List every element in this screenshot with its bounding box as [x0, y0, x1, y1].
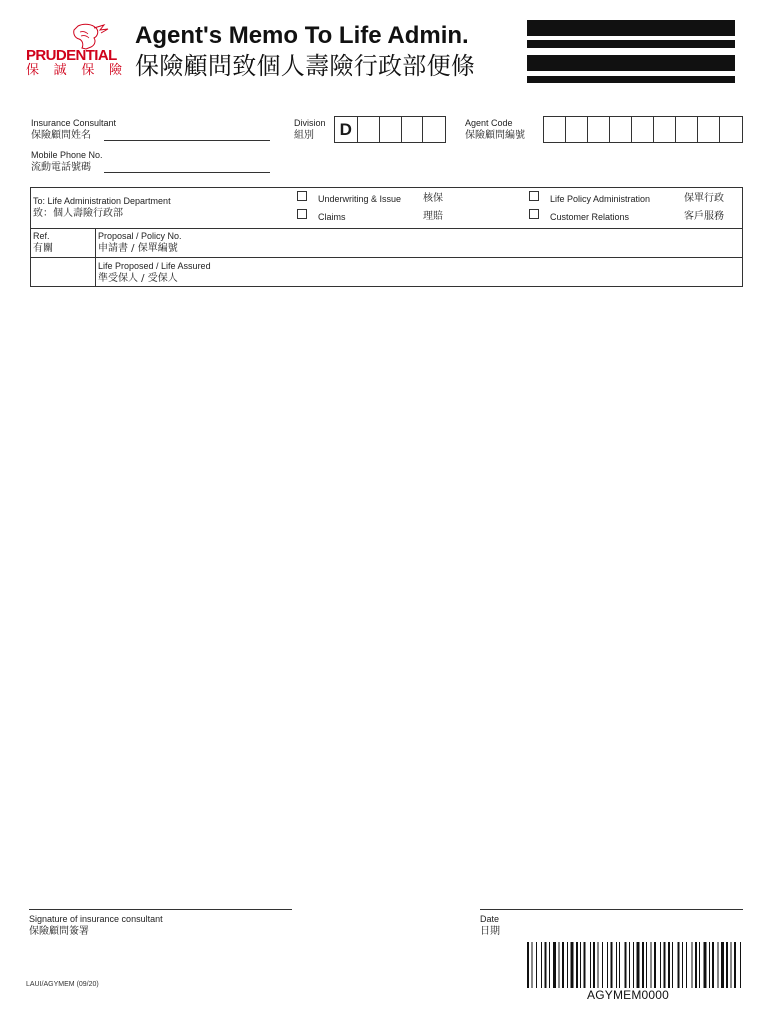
agent-code-digit-box[interactable]	[610, 117, 632, 142]
to-department-label-chinese: 致：個人壽險行政部	[33, 208, 123, 219]
signature-label: Signature of insurance consultant	[29, 914, 163, 924]
agent-code-digit-box[interactable]	[588, 117, 610, 142]
logo-char: 誠	[53, 63, 67, 78]
date-label-chinese: 日期	[480, 926, 500, 937]
barcode-bar	[616, 942, 617, 988]
barcode-bar	[607, 942, 608, 988]
barcode-bar	[633, 942, 634, 988]
prudential-logo	[26, 22, 122, 82]
barcode-bar	[629, 942, 630, 988]
page-title-chinese: 保險顧問致個人壽險行政部便條	[135, 52, 476, 80]
memo-body-area[interactable]	[30, 295, 743, 895]
header-bar	[527, 76, 735, 83]
customer-relations-checkbox[interactable]	[529, 209, 539, 219]
barcode-bar	[654, 942, 656, 988]
mobile-label: Mobile Phone No.	[31, 150, 103, 160]
barcode-bar	[584, 942, 586, 988]
date-label: Date	[480, 914, 500, 924]
barcode-bar	[668, 942, 670, 988]
proposal-label-chinese: 申請書 / 保單編號	[98, 243, 178, 254]
barcode-bar	[734, 942, 736, 988]
signature-label-chinese: 保險顧問簽署	[29, 926, 89, 937]
barcode-bar	[532, 942, 533, 988]
barcode-bar	[553, 942, 556, 988]
barcode-bar	[709, 942, 710, 988]
barcode-bar	[527, 942, 529, 988]
mobile-label-chinese: 流動電話號碼	[31, 162, 91, 173]
signature-line[interactable]	[29, 909, 292, 910]
consultant-label: Insurance Consultant	[31, 118, 117, 128]
life-assured-label: Life Proposed / Life Assured	[98, 261, 211, 271]
division-digit-box[interactable]	[380, 117, 402, 142]
barcode-bar	[625, 942, 627, 988]
barcode-bar	[682, 942, 683, 988]
policy-admin-label-chinese: 保單行政	[684, 193, 724, 204]
barcode-bar	[549, 942, 550, 988]
agent-code-digit-box[interactable]	[676, 117, 698, 142]
barcode-bar	[536, 942, 537, 988]
division-boxes	[334, 116, 446, 143]
ref-label-chinese: 有關	[33, 243, 53, 254]
division-digit-box[interactable]	[423, 117, 445, 142]
barcode-bar	[664, 942, 666, 988]
division-prefix: D	[335, 117, 358, 142]
barcode-bar	[598, 942, 599, 988]
barcode-bar	[651, 942, 652, 988]
barcode-bar	[712, 942, 714, 988]
barcode-bar	[562, 942, 564, 988]
underwriting-label: Underwriting & Issue	[318, 194, 402, 204]
barcode	[526, 942, 744, 988]
barcode-bar	[731, 942, 732, 988]
barcode-bar	[692, 942, 693, 988]
barcode-bar	[704, 942, 707, 988]
underwriting-checkbox[interactable]	[297, 191, 307, 201]
logo-brand-text: PRUDENTIAL	[26, 47, 117, 64]
barcode-bar	[721, 942, 724, 988]
proposal-label: Proposal / Policy No.	[98, 231, 182, 241]
agent-code-digit-box[interactable]	[566, 117, 588, 142]
consultant-label-chinese: 保險顧問姓名	[31, 130, 91, 141]
mobile-phone-field[interactable]	[104, 172, 270, 173]
logo-char: 險	[108, 63, 122, 78]
barcode-bar	[637, 942, 640, 988]
barcode-bar	[672, 942, 673, 988]
barcode-bar	[646, 942, 647, 988]
page-title: Agent's Memo To Life Admin.	[135, 22, 469, 49]
barcode-bar	[559, 942, 560, 988]
header-bar	[527, 40, 735, 48]
agent-code-boxes	[543, 116, 743, 143]
barcode-bar	[678, 942, 680, 988]
barcode-bar	[718, 942, 719, 988]
customer-relations-label: Customer Relations	[550, 212, 630, 222]
form-code: LAUI/AGYMEM (09/20)	[26, 981, 99, 988]
barcode-bar	[740, 942, 741, 988]
claims-checkbox[interactable]	[297, 209, 307, 219]
barcode-bar	[541, 942, 542, 988]
division-digit-box[interactable]	[402, 117, 424, 142]
agent-code-label-chinese: 保險顧問編號	[465, 130, 525, 141]
table-divider	[30, 228, 743, 229]
barcode-bar	[593, 942, 595, 988]
life-assured-label-chinese: 準受保人 / 受保人	[98, 273, 178, 284]
agent-code-digit-box[interactable]	[698, 117, 720, 142]
division-label-chinese: 組別	[294, 130, 314, 141]
barcode-bar	[611, 942, 613, 988]
barcode-bar	[602, 942, 603, 988]
barcode-bar	[726, 942, 728, 988]
claims-label: Claims	[318, 212, 346, 222]
barcode-bar	[590, 942, 591, 988]
policy-admin-checkbox[interactable]	[529, 191, 539, 201]
logo-figure-icon	[64, 22, 110, 50]
underwriting-label-chinese: 核保	[423, 193, 443, 204]
claims-label-chinese: 理賠	[423, 211, 443, 222]
header-bar	[527, 55, 735, 71]
table-divider	[30, 257, 743, 258]
logo-chinese-text	[26, 63, 122, 79]
logo-char: 保	[81, 63, 95, 78]
agent-code-label: Agent Code	[465, 118, 513, 128]
barcode-bar	[699, 942, 700, 988]
barcode-bar	[686, 942, 687, 988]
agent-code-digit-box[interactable]	[632, 117, 654, 142]
barcode-bar	[567, 942, 568, 988]
barcode-bar	[642, 942, 644, 988]
agent-code-digit-box[interactable]	[544, 117, 566, 142]
barcode-bar	[545, 942, 547, 988]
logo-char: 保	[26, 63, 40, 78]
ref-label: Ref.	[33, 231, 50, 241]
table-divider	[95, 228, 96, 287]
policy-admin-label: Life Policy Administration	[550, 194, 651, 204]
agent-code-digit-box[interactable]	[654, 117, 676, 142]
division-digit-box[interactable]	[358, 117, 381, 142]
barcode-bar	[576, 942, 578, 988]
to-department-label: To: Life Administration Department	[33, 196, 171, 206]
barcode-text: AGYMEM0000	[587, 988, 670, 1002]
barcode-bar	[571, 942, 574, 988]
header-bar	[527, 20, 735, 36]
agent-code-digit-box[interactable]	[720, 117, 742, 142]
barcode-bar	[695, 942, 697, 988]
customer-relations-label-chinese: 客戶服務	[684, 211, 724, 222]
date-line[interactable]	[480, 909, 743, 910]
barcode-bar	[660, 942, 661, 988]
consultant-name-field[interactable]	[104, 140, 270, 141]
barcode-bar	[619, 942, 620, 988]
division-label: Division	[294, 118, 326, 128]
barcode-bar	[580, 942, 581, 988]
